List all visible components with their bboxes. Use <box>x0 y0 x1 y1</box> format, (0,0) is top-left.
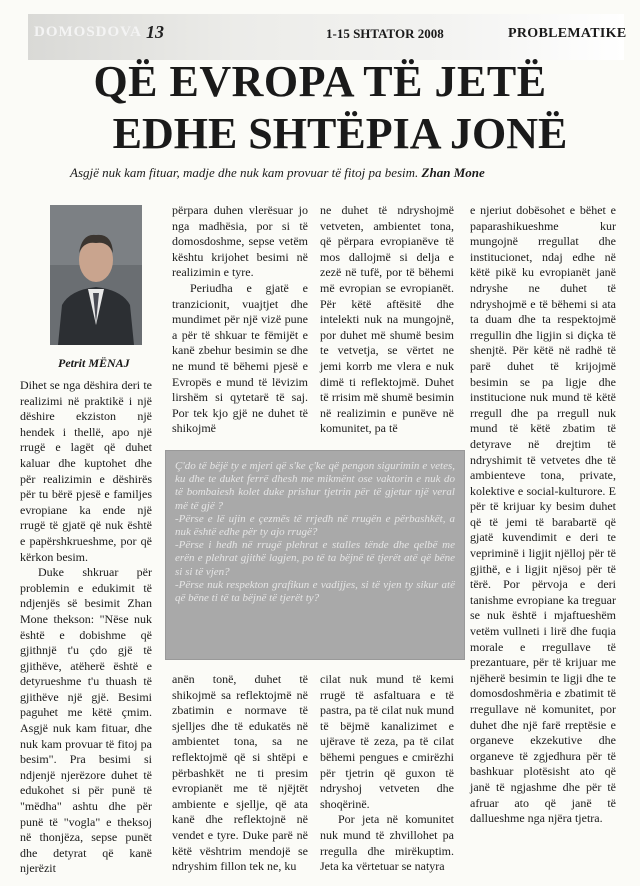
epigraph <box>70 165 630 181</box>
section-name: PROBLEMATIKE <box>508 26 627 41</box>
author-name: Petrit MËNAJ <box>58 356 130 370</box>
paragraph: e njeriut dobësohet e bëhet e paparashikueshme kur mungojnë rregullat dhe institucionet, ndaj edhe në këtë pikë ku evropianët janë ndryshe ne duhet të ndryshojmë e të bëhemi si ata ta duam dhe ta respektojmë rregullin dhe ligjin si diçka të shenjtë. Për këtë në radhë të parë duhet të krijojmë besimin se pa ligje dhe institucione nuk mund të këtë rregull dhe pa rregull nuk mund të këtë zbatim të detyrave në drejtim të ndryshimit të vetvetes dhe të ambienteve tona, private, kolektive e social-kulturore. E për të krijuar ky besim duhet që të jemi të barabartë që gjatë kuvendimit e deri te vepriminë i ligjit njëlloj për të gjithë, e i ligjit njësoj për të tërë. Por përvoja e deri tanishme evropiane ka treguar se nuk është i mjaftueshëm vetëm vullneti i lirë dhe fuqia morale e rregullave të prezantuare, për të krijuar me njëherë besimin te ligji dhe te domosdoshmëria e zbatimit të rregullave në komunitet, por duhet dhe një farë rreptësie e organeve ekzekutive dhe organeve të zgjedhura për të bashkuar plotësisht ato që janë të ngjashme dhe për të afruar ato që janë të dallueshme nga njëra tjetra. <box>470 203 616 826</box>
column-3-continued <box>320 672 454 875</box>
paragraph: ne duhet të ndryshojmë vetveten, ambientet tona, që përpara evropianëve të mos dallojmë si delja e zezë në tufë, por të bëhemi më evropian se evropianët. Për këtë aftësitë dhe intelekti nuk na mungojnë, por duhet më shumë besim te vetvetja, se vërtet ne jemi korrb me vlera e nuk dimë ti reflektojmë. Duhet të rrisim më shumë besimin në realizimin e punëve në komunitet, pa të <box>320 203 454 436</box>
epigraph-author: Zhan Mone <box>421 165 485 180</box>
column-2-continued <box>172 672 308 875</box>
headline-line-1: QË EVROPA TË JETË <box>93 57 547 106</box>
paragraph: cilat nuk mund të kemi rrugë të asfaltuara e të pastra, pa të cilat nuk mund të bëjmë kanalizimet e ujërave të zeza, pa të cilat bëhemi pengues e cmirëzhi për tjetrin që guxon të ndryshoj vetveten dhe shoqërinë. <box>320 672 454 811</box>
page-header <box>28 14 627 60</box>
column-1 <box>20 378 152 877</box>
publication-name: DOMOSDOVA <box>34 24 142 40</box>
column-2 <box>172 203 308 437</box>
headline-line-2: EDHE SHTËPIA JONË <box>112 109 568 158</box>
paragraph: Dihet se nga dëshira deri te realizimi në praktikë i një dëshire ekziston një hendek i thellë, apo një rrugë e lagët që duhet kaluar dhe kuptohet dhe për realizimin e dëshirës për tu bërë pjesë e familjes evropiane ka ende një rrugë të gjatë që nuk është e papërshkrueshme, por që kërkon besim. <box>20 378 152 564</box>
paragraph: Periudha e gjatë e tranzicionit, vuajtjet dhe mundimet për një vizë pune a për të shkuar te fëmijët e kanë zbehur besimin se dhe ne mund të bëhemi pjesë e Evropës e mund të lëvizim lirshëm si qytetarë të saj. Por tek kjo gjë ne duhet të shikojmë <box>172 280 308 436</box>
author-photo <box>50 205 142 345</box>
pull-quote-line: -Përse nuk respekton grafikun e vadijjes, si të vjen ty sikur atë që bëne ti të ta bëjnë të tjerët ty? <box>175 578 455 605</box>
paragraph: anën tonë, duhet të shikojmë sa reflektojmë në zbatimin e normave të sjelljes dhe të edukatës në ambientet tona, sa ne reflektojmë që si shtëpi e përbashkët ne ti presim evropianët me të njëjtët ambiente e sjellje, që ata kanë dhe reflektojnë në vendet e tyre. Duke parë në këtë vështrim mendojë se ndryshim fillon tek ne, ku <box>172 672 308 874</box>
pull-quote-line: -Përse i hedh në rrugë plehrat e stalles tënde dhe qelbë me erën e plehrat gjithë lagjen, po të ta bëjnë të tjerët atë që bëne si si të vjen? <box>175 539 455 578</box>
pull-quote-line: -Përse e lë ujin e çezmës të rrjedh në rrugën e përbashkët, a nuk është edhe për ty ajo rrugë? <box>175 512 455 539</box>
page-number: 13 <box>146 22 164 42</box>
pull-quote-box <box>165 450 465 660</box>
paragraph: Por jeta në komunitet nuk mund të zhvillohet pa rregulla dhe mirëkuptim. Jeta ka vërtetuar se natyra <box>320 812 454 874</box>
pull-quote-line: Ç'do të bëjë ty e mjeri që s'ke ç'ke që pengon sigurimin e vetes, ku dhe te duket ferrë dhesh me mikmënt ose vaktorin e nuk do të bombaiesh kolet duke prishur tjetrin për të gjetur një veral më të gjë ? <box>175 460 455 512</box>
epigraph-quote: Asgjë nuk kam fituar, madje dhe nuk kam provuar të fitoj pa besim. <box>70 165 419 180</box>
issue-date: 1-15 SHTATOR 2008 <box>326 26 444 41</box>
paragraph: Duke shkruar për problemin e edukimit të ndjenjës së besimit Zhan Mone thekson: "Nëse nuk është e dobishme që gjithnjë t'u çdo gjë të gjithëve, atëherë është e detyrueshme t'u thuash të gjithëve një gjë. Besimi paguhet me këtë çmim. Asgjë nuk kam fituar, dhe nuk kam provuar të fitoj pa besim". Pra besimi si ndjenjë njerëzore duhet të edukohet si për punë të "mëdha" ashtu dhe për punë të "vogla" e theksoj në thonjëza, sepse punët dhe detyrat që kanë njerëzit <box>20 565 152 876</box>
column-3 <box>320 203 454 437</box>
paragraph: përpara duhen vlerësuar jo nga madhësia, por si të domosdoshme, sepse vetëm kështu krijohet besimi në realizimin e tyre. <box>172 203 308 280</box>
column-4 <box>470 203 616 827</box>
